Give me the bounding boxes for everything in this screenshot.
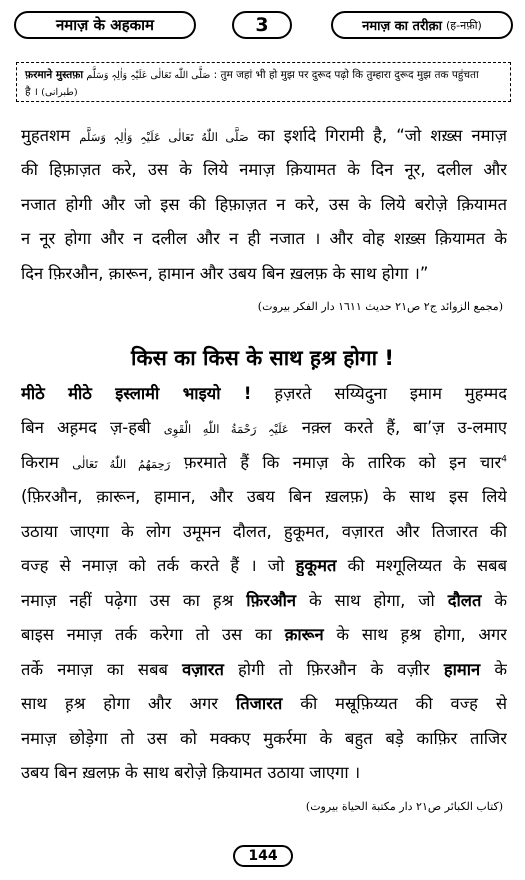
header-chapter-title	[331, 11, 513, 39]
para2-line-9	[21, 657, 507, 680]
para1-line-1	[21, 123, 507, 146]
para2-l2b: नक़्ल करते हैं, बा’ज़ उ-लमाए	[301, 418, 507, 437]
para2-l9-bold-1: वज़ारत	[182, 660, 224, 679]
para2-l6-bold: हुकूमत	[295, 556, 337, 575]
para2-l9c: के	[494, 660, 507, 679]
para2-line-12: उबय बिन ख़लफ़ के साथ बरोज़े क़ियामत उठाया जाएगा ।	[21, 763, 361, 782]
hadith-source: (طبرانی)	[41, 87, 78, 98]
para2-l7-bold-2: दौलत	[447, 591, 482, 610]
footer-page-number	[233, 845, 293, 867]
para2-line-10	[21, 691, 507, 714]
para2-line-8	[21, 622, 507, 645]
hadith-text: : तुम जहां भी हो मुझ पर दुरूद पढ़ो कि तुम्हारा दुरूद मुझ तक पहुंचता	[213, 69, 479, 81]
para2-line-7	[21, 588, 507, 611]
para2-l7b: के साथ होगा, जो	[308, 591, 435, 610]
para1-arabic-salutation: صَلَّى اللّٰهُ تَعَالٰی عَلَیْہِ وَاٰلِہٖ وَسَلَّم	[79, 130, 249, 144]
hadith-line-1	[25, 67, 502, 84]
para2-line-11: नमाज़ छोड़ेगा तो उस को मक्कए मुकर्रमा के बहुत बड़े काफ़िर ताजिर	[21, 729, 507, 748]
para2-l9b: होगी तो फ़िरऔन के वज़ीर	[238, 660, 430, 679]
para2-l3b-text: फ़रमाते हैं कि नमाज़ के तारिक को इन चार	[183, 453, 502, 472]
para2-l6: वज्ह से नमाज़ को तर्क करते हैं । जो	[21, 556, 285, 575]
para2-l3b	[184, 453, 507, 472]
para2-line-1	[21, 381, 507, 404]
para2-l10a: साथ ह़श्र होगा और अगर	[21, 694, 219, 713]
para2-l9-bold-2: हामान	[443, 660, 481, 679]
para2-l8-bold: क़ारून	[284, 625, 324, 644]
hadith-arabic-salutation: صَلَّى اللّٰه تَعَالٰی عَلَیْہِ وَاٰلِہٖ وَسَلَّم	[86, 70, 211, 81]
para1-reference: (مجمع الزوائد ج٢ ص٢١ حديث ١٦١١ دار الفكر بيروت)	[257, 300, 503, 313]
para2-reference: (كتاب الكبائر ص٢١ دار مكتبة الحياة بيروت)	[305, 800, 503, 813]
para2-line-2	[21, 415, 507, 438]
para2-l8b: के साथ ह़श्र होगा, अगर	[336, 625, 507, 644]
footer-page-number-text: 144	[248, 848, 278, 864]
para1-line-5: दिन फ़िरऔन, क़ारून, हामान और उबय बिन ख़लफ़ के साथ होगा ।”	[21, 264, 429, 283]
para2-line-4: (फ़िरऔन, क़ारून, हामान, और उबय बिन ख़लफ़) के साथ इस लिये	[21, 487, 507, 506]
para2-l3-arabic: رَحِمَهُمُ اللّٰهُ تَعَالٰی	[72, 457, 171, 471]
para2-l2a: बिन अह़मद ज़-हबी	[21, 418, 151, 437]
para2-l10b: की मस्रूफ़िय्यत की वज्ह से	[300, 694, 507, 713]
para2-l7a: नमाज़ नहीं पढ़ेगा उस का ह़श्र	[21, 591, 234, 610]
para2-l1-rest: ह़ज़रते सय्यिदुना इमाम मुहम्मद	[274, 384, 507, 403]
para2-line-3	[21, 450, 507, 473]
para2-l7-bold-1: फ़िरऔन	[246, 591, 296, 610]
hadith-box	[16, 62, 511, 102]
hadith-line-2	[25, 84, 502, 101]
header-chapter-title-text: नमाज़ का तरीक़ा	[362, 19, 443, 34]
para2-line-6	[21, 553, 507, 576]
hadith-label: फ़रमाने मुस्तफ़ा	[25, 69, 84, 81]
header-page-number	[232, 11, 292, 39]
para2-l3a: किराम	[21, 453, 59, 472]
footnote-marker: 4	[501, 454, 507, 465]
para1-line-4: न नूर होगा और न दलील और न ही नजात । और वोह शख़्स क़ियामत के	[21, 229, 507, 248]
para2-line-5: उठाया जाएगा के लोग उमूमन दौलत, हुकूमत, वज़ारत और तिजारत की	[21, 522, 507, 541]
para1-line-2: की हिफ़ाज़त करे, उस के लिये नमाज़ क़ियामत के दिन नूर, दलील और	[21, 160, 507, 179]
para2-l6b: की मश्गूलिय्यत के सबब	[347, 556, 507, 575]
para2-l7c: के	[494, 591, 507, 610]
header-book-title	[14, 11, 196, 39]
header-book-title-text: नमाज़ के अहकाम	[55, 16, 155, 34]
header-chapter-subtitle: (ह-नफ़ी)	[446, 18, 482, 32]
para2-l1-bold: मीठे मीठे इस्लामी भाइयो !	[21, 384, 252, 403]
para1-l1a: मुहतशम	[21, 126, 71, 145]
hadith-text-cont: है ।	[25, 86, 38, 98]
header-page-number-text: 3	[255, 14, 269, 36]
para2-l2-arabic: عَلَیْہِ رَحْمَةُ اللّٰهِ الْقَوِی	[163, 422, 289, 436]
para2-l10-bold: तिजारत	[235, 694, 283, 713]
para1-l1b: का इर्शादे गिरामी है, “जो शख़्स नमाज़	[257, 126, 507, 145]
para2-l9a: तर्के नमाज़ का सबब	[21, 660, 168, 679]
para2-l8a: बाइस नमाज़ तर्क करेगा तो उस का	[21, 625, 272, 644]
para1-line-3: नजात होगी और जो इस की हिफ़ाज़त न करे, उस के लिये बरोज़े क़ियामत	[21, 195, 507, 214]
section-heading: किस का किस के साथ ह़श्र होगा !	[131, 346, 394, 370]
